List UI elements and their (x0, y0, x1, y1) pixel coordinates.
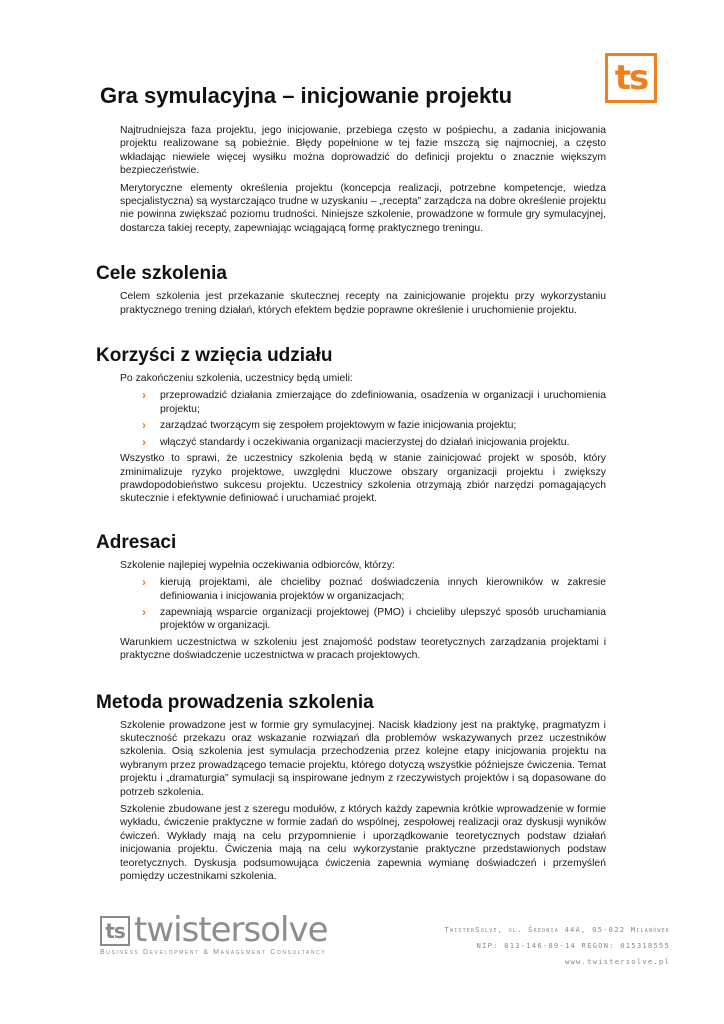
cele-paragraph: Celem szkolenia jest przekazanie skutecznej recepty na zainicjowanie projektu przy wykorzystaniu praktycznego trening działań, których efektem będzie poprawne określenie i uruchomienie projektu. (120, 291, 606, 316)
footer-nip-regon: NIP: 813-146-89-14 REGON: 015318555 (476, 941, 670, 950)
intro-paragraph-1: Najtrudniejsza faza projektu, jego inicjowanie, przebiega często w pośpiechu, a zadania inicjowania projektu realizowane są pobieżnie. Błędy popełnione w tej fazie mszczą się najmocniej, a często wkładając niewiele więcej wysiłku można doprowadzić do definicji projektu o znacznie większym bezpieczeństwie. (120, 125, 606, 177)
footer-address (444, 922, 670, 970)
list-item: › zarządzać tworzącym się zespołem projektowym w fazie inicjowania projektu; (142, 418, 517, 433)
footer-logo (100, 910, 340, 962)
list-item: › przeprowadzić działania zmierzające do zdefiniowania, osadzenia w organizacji i uruchomienia projektu; (142, 388, 606, 415)
footer-website: www.twistersolve.pl (564, 957, 670, 966)
header-logo-text: ts (614, 58, 648, 98)
header-logo (605, 53, 657, 103)
metoda-paragraph-1: Szkolenie prowadzone jest w formie gry symulacyjnej. Nacisk kładziony jest na praktykę, pragmatyzm i skuteczność przekazu oraz wskazanie rozwiązań dla problemów wskazywanych przez uczestników szkolenia. Osią szkolenia jest symulacja przechodzenia przez kolejne etapy inicjowania projektu na wybranym przez prowadzącego temacie projektu, którego dotyczą wszystkie późniejsze ćwiczenia. Temat projektu i „dramaturgia” symulacji są inspirowane jednym z rzeczywistych projektów i są dopasowane do potrzeb szkolenia. (120, 719, 606, 798)
adresaci-lead: Szkolenie najlepiej wypełnia oczekiwania odbiorców, którzy: (120, 559, 395, 571)
chevron-right-icon: › (142, 434, 146, 449)
section-heading-korzysci: Korzyści z wzięcia udziału (96, 345, 333, 367)
korzysci-list (96, 389, 606, 449)
list-item: › włączyć standardy i oczekiwania organizacji macierzystej do działań inicjowania projektu. (142, 434, 570, 449)
chevron-right-icon: › (142, 388, 146, 403)
adresaci-list (96, 576, 606, 633)
footer-address-line: TwisterSolve, ul. Średnia 44A, 05-822 Milanówek (444, 925, 670, 934)
page-title: Gra symulacyjna – inicjowanie projektu (100, 83, 513, 108)
section-heading-metoda: Metoda prowadzenia szkolenia (96, 691, 374, 713)
chevron-right-icon: › (142, 604, 146, 619)
document-body (96, 124, 606, 887)
list-item: › kierują projektami, ale chcieliby poznać doświadczenia innych kierowników w zakresie definiowania i inicjowania projektów w organizacjach; (142, 575, 606, 602)
metoda-paragraph-2: Szkolenie zbudowane jest z szeregu modułów, z których każdy zapewnia krótkie wprowadzenie w formie wykładu, ćwiczenie praktyczne w formie zadań do wspólnej, zespołowej realizacji oraz dyskusji wyników ćwiczeń. Wykłady mają na celu przypomnienie i uporządkowanie teoretycznych podstaw działań inicjowania projektu. Ćwiczenia mają na celu wykorzystanie praktyczne przedstawionych podstaw teoretycznych. Dyskusja podsumowująca ćwiczenia zapewnia wymianę doświadczeń i przemyśleń pomiędzy uczestnikami szkolenia. (120, 804, 606, 883)
chevron-right-icon: › (142, 418, 146, 433)
section-heading-adresaci: Adresaci (96, 531, 177, 553)
korzysci-lead: Po zakończeniu szkolenia, uczestnicy będą umieli: (120, 373, 353, 385)
intro-paragraph-2: Merytoryczne elementy określenia projektu (koncepcja realizacji, potrzebne kompetencje, wiedza specjalistyczna) są wystarczająco trudne w uzyskaniu – „recepta” zarządcza na dobre określenie projektu nie powinna zwiększać poziomu trudności. Niniejsze szkolenie, prowadzone w formule gry symulacyjnej, dostarcza takiej recepty, zapewniając wciągającą formę praktycznego treningu. (120, 182, 606, 234)
footer-brand-name: twistersolve (134, 910, 328, 950)
list-item: › zapewniają wsparcie organizacji projektowej (PMO) i chcieliby ulepszyć sposób uruchamiania projektów w organizacji. (142, 604, 606, 632)
footer-logo-mark: ts (100, 916, 130, 946)
adresaci-paragraph: Warunkiem uczestnictwa w szkoleniu jest znajomość podstaw teoretycznych zarządzania projektami i praktyczne doświadczenie uczestnictwa w pracach projektowych. (120, 636, 606, 662)
chevron-right-icon: › (142, 575, 146, 590)
footer-tagline: Business Development & Management Consultancy (100, 949, 327, 956)
korzysci-paragraph: Wszystko to sprawi, że uczestnicy szkolenia będą w stanie zainicjować projekt w sposób, który zminimalizuje ryzyko projektowe, uwzględni kluczowe obszary organizacji projektu i zwiększy prawdopodobieństwo sukcesu projektu. Uczestnicy szkolenia otrzymają zbiór narzędzi pomagających skutecznie i efektywnie definiować i uruchamiać projekt. (120, 453, 606, 505)
section-heading-cele: Cele szkolenia (96, 263, 227, 285)
